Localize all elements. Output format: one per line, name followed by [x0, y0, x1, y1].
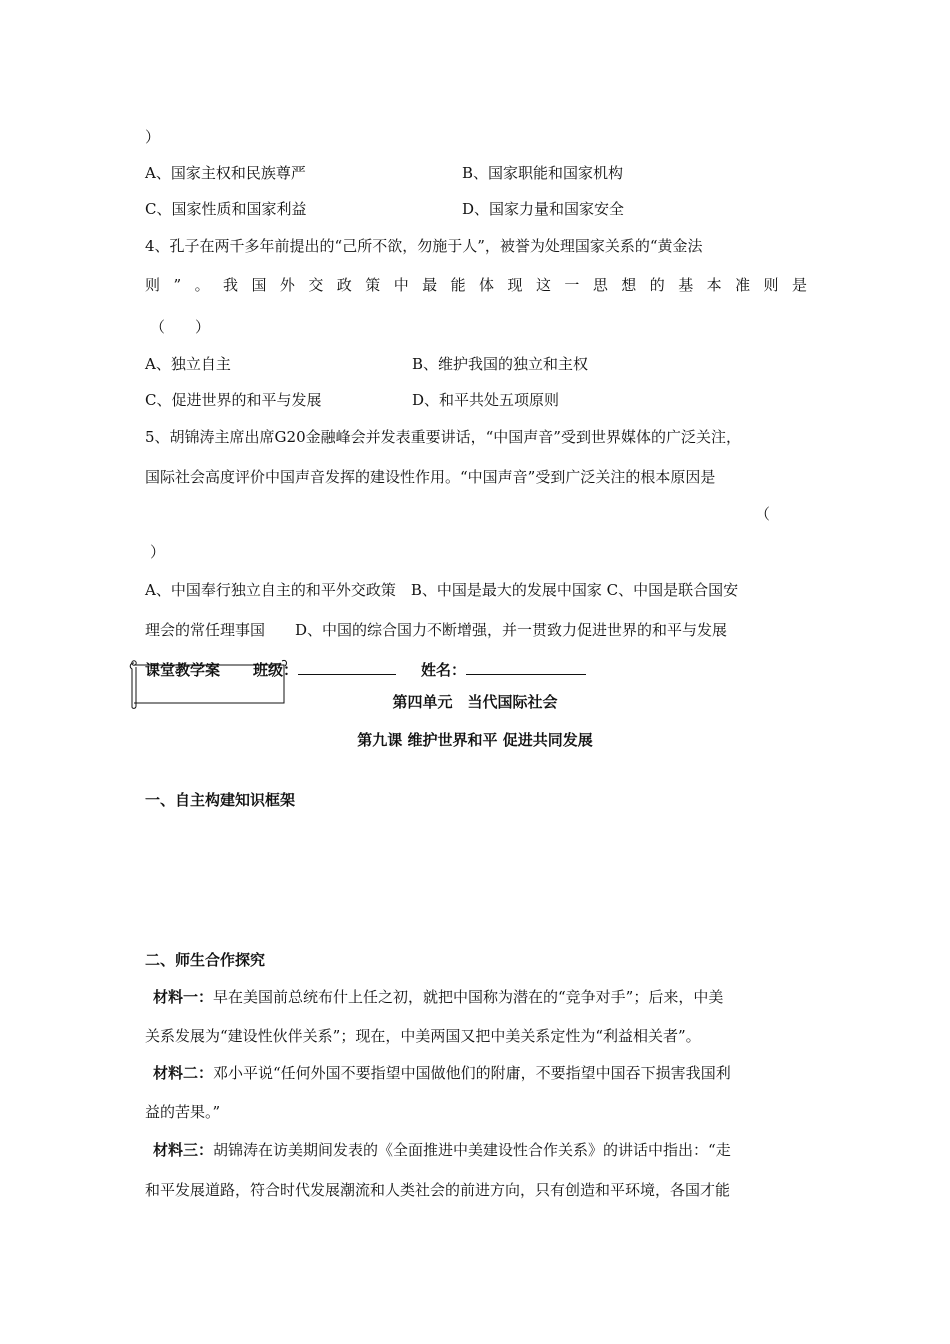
q3-option-b: B、国家职能和国家机构 [462, 164, 624, 182]
q5-paren-open: （ [755, 505, 771, 523]
material-1-line1: 材料一：早在美国前总统布什上任之初，就把中国称为潜在的“竞争对手”；后来，中美 [153, 988, 724, 1006]
lesson-title: 第九课 维护世界和平 促进共同发展 [357, 731, 593, 749]
material-2-line2: 益的苦果。” [145, 1103, 221, 1121]
material-2-line1: 材料二：邓小平说“任何外国不要指望中国做他们的附庸，不要指望中国吞下损害我国利 [153, 1064, 731, 1082]
header-label: 课堂教学案 [145, 661, 221, 679]
unit-title: 第四单元 当代国际社会 [392, 693, 558, 711]
q4-option-c: C、促进世界的和平与发展 [145, 391, 322, 409]
q4-line1: 4、孔子在两千多年前提出的“己所不欲，勿施于人”，被誉为处理国家关系的“黄金法 [145, 237, 703, 255]
class-label: 班级： [253, 661, 299, 679]
q3-paren-close: ） [145, 128, 161, 146]
q4-option-b: B、维护我国的独立和主权 [412, 355, 589, 373]
q5-paren-close: ） [150, 543, 166, 561]
q4-line2: 则”。我国外交政策中最能体现这一思想的基本准则是 [145, 276, 807, 294]
q5-options-line1: A、中国奉行独立自主的和平外交政策 B、中国是最大的发展中国家 C、中国是联合国安 [145, 581, 739, 599]
material-2-label: 材料二： [153, 1064, 214, 1082]
q4-paren: （ ） [150, 318, 211, 336]
material-1-label: 材料一： [153, 988, 214, 1006]
material-3-line2: 和平发展道路，符合时代发展潮流和人类社会的前进方向，只有创造和平环境，各国才能 [145, 1181, 731, 1199]
section1-heading: 一、自主构建知识框架 [145, 791, 296, 809]
name-field[interactable] [466, 658, 586, 675]
q4-option-a: A、独立自主 [145, 355, 231, 373]
worksheet-header [145, 658, 586, 680]
q3-option-c: C、国家性质和国家利益 [145, 200, 307, 218]
q5-line1: 5、胡锦涛主席出席G20金融峰会并发表重要讲话，“中国声音”受到世界媒体的广泛关注， [145, 428, 741, 446]
q4-option-d: D、和平共处五项原则 [412, 391, 560, 409]
q3-option-a: A、国家主权和民族尊严 [145, 164, 306, 182]
q5-line2: 国际社会高度评价中国声音发挥的建设性作用。“中国声音”受到广泛关注的根本原因是 [145, 468, 716, 486]
class-field[interactable] [298, 658, 396, 675]
material-3-label: 材料三： [153, 1141, 214, 1159]
material-1-line2: 关系发展为“建设性伙伴关系”；现在，中美两国又把中美关系定性为“利益相关者”。 [145, 1027, 701, 1045]
q3-option-d: D、国家力量和国家安全 [462, 200, 625, 218]
material-3-line1: 材料三：胡锦涛在访美期间发表的《全面推进中美建设性合作关系》的讲话中指出：“走 [153, 1141, 731, 1159]
section2-heading: 二、师生合作探究 [145, 951, 266, 969]
name-label: 姓名： [421, 661, 467, 679]
q5-options-line2: 理会的常任理事国 D、中国的综合国力不断增强，并一贯致力促进世界的和平与发展 [145, 621, 728, 639]
